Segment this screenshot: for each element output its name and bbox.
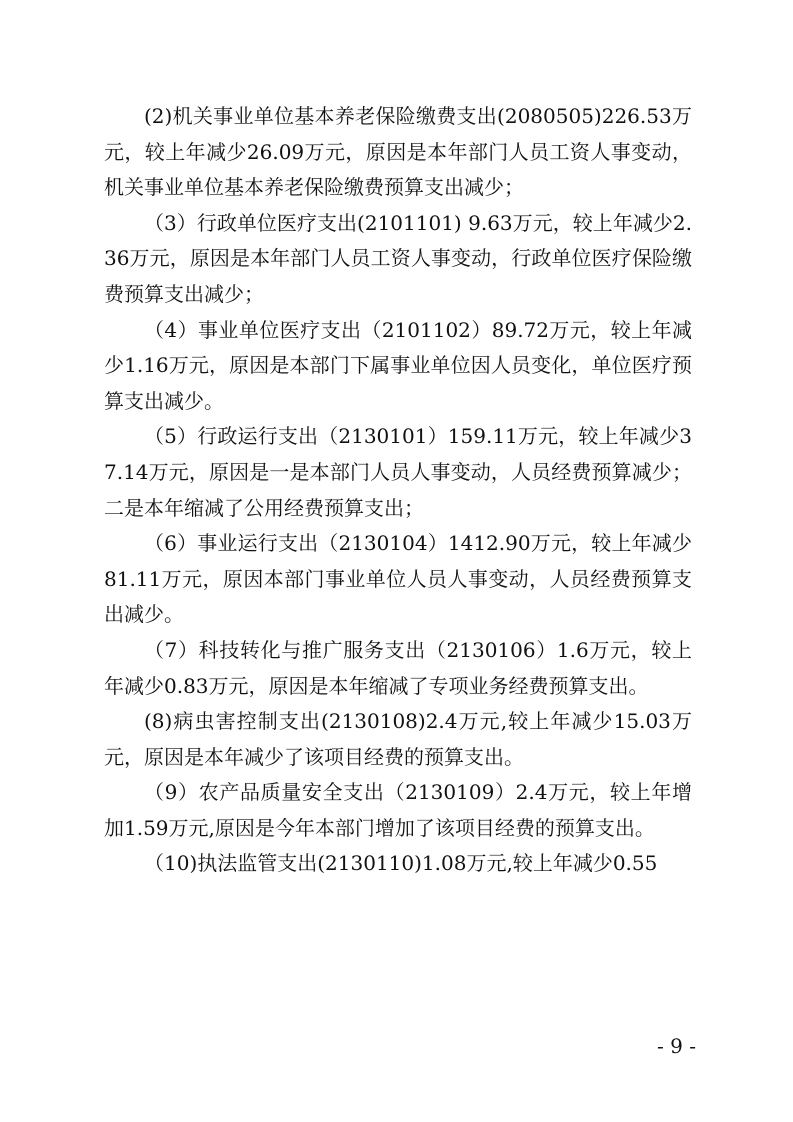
- paragraph-admin-operation-expenditure: （5）行政运行支出（2130101）159.11万元，较上年减少37.14万元，原因是一是本部门人员人事变动，人员经费预算减少；二是本年缩减了公用经费预算支出；: [104, 424, 692, 520]
- paragraph-pension-expenditure: (2)机关事业单位基本养老保险缴费支出(2080505)226.53万元，较上年减少26.09万元，原因是本年部门人员工资人事变动，机关事业单位基本养老保险缴费预算支出减少；: [104, 104, 692, 200]
- paragraph-pest-control-expenditure: (8)病虫害控制支出(2130108)2.4万元,较上年减少15.03万元，原因是本年减少了该项目经费的预算支出。: [104, 709, 692, 769]
- document-body: [104, 99, 692, 882]
- paragraph-institution-operation-expenditure: （6）事业运行支出（2130104）1412.90万元，较上年减少81.11万元，原因本部门事业单位人员人事变动，人员经费预算支出减少。: [104, 531, 692, 627]
- paragraph-law-enforcement-expenditure: （10)执法监管支出(2130110)1.08万元,较上年减少0.55: [144, 851, 658, 876]
- page-number: - 9 -: [657, 1034, 696, 1058]
- paragraph-agri-quality-safety-expenditure: （9）农产品质量安全支出（2130109）2.4万元，较上年增加1.59万元,原因是今年本部门增加了该项目经费的预算支出。: [104, 780, 692, 840]
- paragraph-tech-transfer-expenditure: （7）科技转化与推广服务支出（2130106）1.6万元，较上年减少0.83万元，原因是本年缩减了专项业务经费预算支出。: [104, 637, 692, 698]
- paragraph-institution-medical-expenditure: （4）事业单位医疗支出（2101102）89.72万元，较上年减少1.16万元，原因是本部门下属事业单位因人员变化，单位医疗预算支出减少。: [104, 317, 692, 413]
- paragraph-admin-medical-expenditure: （3）行政单位医疗支出(2101101) 9.63万元，较上年减少2.36万元，原因是本年部门人员工资人事变动，行政单位医疗保险缴费预算支出减少；: [104, 210, 692, 306]
